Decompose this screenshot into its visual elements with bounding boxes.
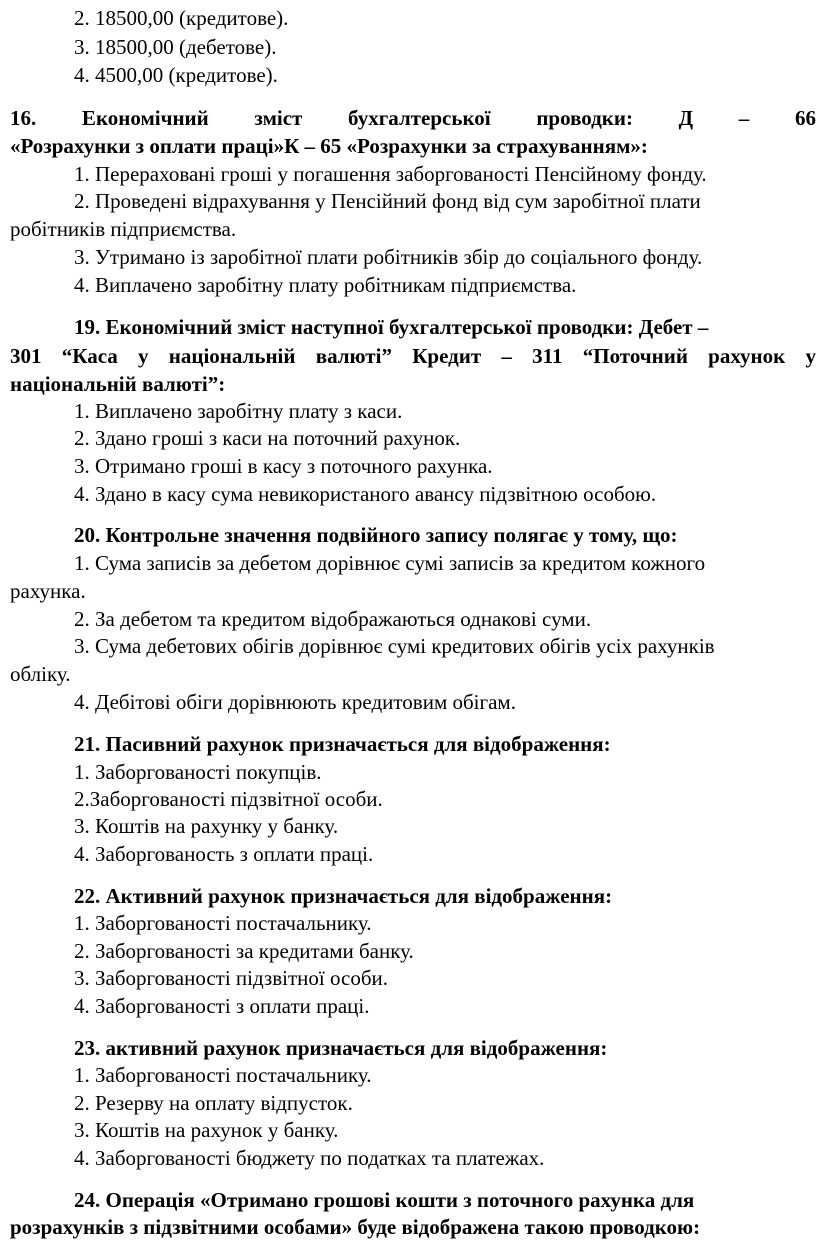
q19-title-line-2: 301 “Каса у національній валюті” Кредит – 311 “Поточний рахунок у (10, 344, 816, 368)
q19-option-1: 1. Виплачено заробітну плату з каси. (74, 399, 403, 423)
q21-title: 21. Пасивний рахунок призначається для відображення: (74, 732, 611, 756)
q16-option-2: 2. Проведені відрахування у Пенсійний фонд від сум заробітної плати (74, 189, 701, 213)
q15-option-2: 2. 18500,00 (кредитове). (74, 6, 289, 30)
q21-option-2: 2.Заборгованості підзвітної особи. (74, 787, 383, 811)
q16-option-3: 3. Утримано із заробітної плати робітників збір до соціального фонду. (74, 245, 703, 269)
q22-option-3: 3. Заборгованості підзвітної особи. (74, 966, 388, 990)
q16-option-1: 1. Перераховані гроші у погашення заборгованості Пенсійному фонду. (74, 162, 707, 186)
q22-title: 22. Активний рахунок призначається для відображення: (74, 884, 613, 908)
q20-title: 20. Контрольне значення подвійного запису полягає у тому, що: (74, 523, 678, 547)
q23-title: 23. активний рахунок призначається для відображення: (74, 1036, 608, 1060)
q23-option-1: 1. Заборгованості постачальнику. (74, 1063, 372, 1087)
q22-option-2: 2. Заборгованості за кредитами банку. (74, 939, 414, 963)
q21-option-1: 1. Заборгованості покупців. (74, 760, 322, 784)
q21-option-4: 4. Заборгованость з оплати праці. (74, 842, 374, 866)
q23-option-4: 4. Заборгованості бюджету по податках та платежах. (74, 1146, 545, 1170)
q20-option-1: 1. Сума записів за дебетом дорівнює сумі записів за кредитом кожного (74, 551, 706, 575)
q21-option-3: 3. Коштів на рахунку у банку. (74, 814, 339, 838)
q19-title-line-3: національній валюті”: (10, 372, 226, 396)
q23-option-2: 2. Резерву на оплату відпусток. (74, 1091, 353, 1115)
q24-title-line-2: розрахунків з підзвітними особами» буде відображена такою проводкою: (10, 1215, 701, 1239)
q19-title-line-1: 19. Економічний зміст наступної бухгалтерської проводки: Дебет – (74, 315, 709, 339)
q15-option-4: 4. 4500,00 (кредитове). (74, 63, 278, 87)
q22-option-1: 1. Заборгованості постачальнику. (74, 911, 372, 935)
q24-title-line-1: 24. Операція «Отримано грошові кошти з поточного рахунка для (74, 1188, 695, 1212)
q23-option-3: 3. Коштів на рахунок у банку. (74, 1118, 339, 1142)
q19-option-3: 3. Отримано гроші в касу з поточного рахунка. (74, 454, 493, 478)
q15-option-3: 3. 18500,00 (дебетове). (74, 35, 277, 59)
q20-option-1-continued: рахунка. (10, 579, 86, 603)
q16-title-line-1: 16. Економічний зміст бухгалтерської проводки: Д – 66 (10, 106, 816, 130)
q20-option-2: 2. За дебетом та кредитом відображаються однакові суми. (74, 607, 592, 631)
q20-option-3: 3. Сума дебетових обігів дорівнює сумі кредитових обігів усіх рахунків (74, 634, 715, 658)
q20-option-4: 4. Дебітові обіги дорівнюють кредитовим обігам. (74, 690, 516, 714)
q19-option-4: 4. Здано в касу сума невикористаного авансу підзвітною особою. (74, 482, 657, 506)
q19-option-2: 2. Здано гроші з каси на поточний рахунок. (74, 426, 461, 450)
q22-option-4: 4. Заборгованості з оплати праці. (74, 994, 370, 1018)
q16-option-4: 4. Виплачено заробітну плату робітникам підприємства. (74, 273, 577, 297)
q16-title-line-2: «Розрахунки з оплати праці»К – 65 «Розрахунки за страхуванням»: (10, 134, 648, 158)
q20-option-3-continued: обліку. (10, 662, 71, 686)
q16-option-2-continued: робітників підприємства. (10, 217, 237, 241)
